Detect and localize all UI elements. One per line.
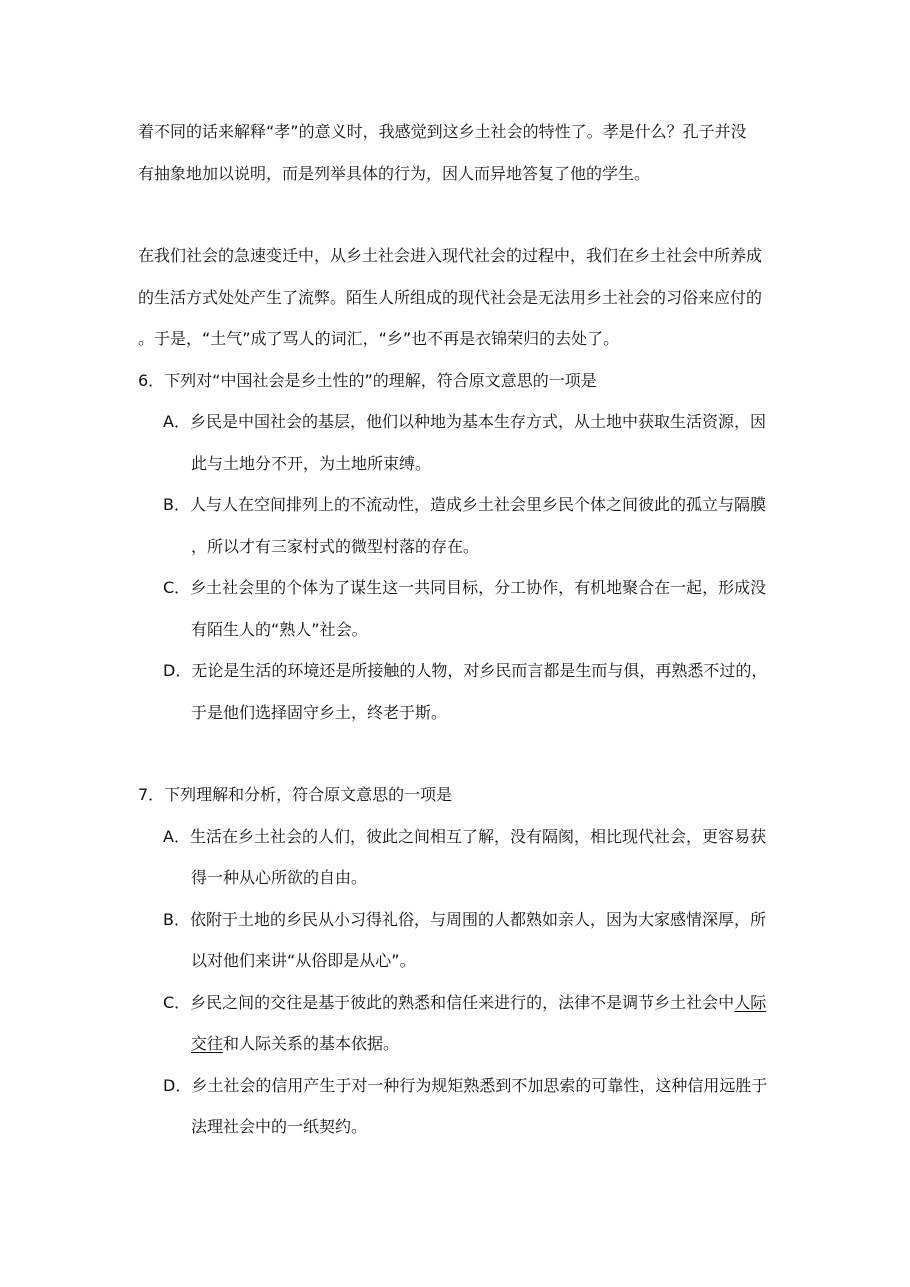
passage-p1-line1: 着不同的话来解释“孝”的意义时，我感觉到这乡土社会的特性了。孝是什么？孔子并没 — [138, 122, 747, 141]
question-6-option-c-line1: C．乡土社会里的个体为了谋生这一共同目标，分工协作，有机地聚合在一起，形成没 — [163, 578, 767, 597]
question-6-option-c-line2: 有陌生人的“熟人”社会。 — [191, 620, 368, 639]
question-7-option-a-line1: A．生活在乡土社会的人们，彼此之间相互了解，没有隔阂，相比现代社会，更容易获 — [163, 827, 766, 846]
question-7-option-c-line1 — [163, 993, 803, 1013]
question-7-option-b-line2: 以对他们来讲“从俗即是从心”。 — [191, 951, 416, 970]
question-7-option-c-line2-text: 和人际关系的基本依据。 — [223, 1034, 400, 1053]
question-7-option-b-line1: B．依附于土地的乡民从小习得礼俗，与周围的人都熟如亲人，因为大家感情深厚，所 — [163, 910, 766, 929]
question-6-option-d-line1: D．无论是生活的环境还是所接触的人物，对乡民而言都是生而与俱，再熟悉不过的， — [163, 661, 768, 680]
question-7-option-a-line2: 得一种从心所欲的自由。 — [191, 868, 368, 887]
question-7-option-d-line2: 法理社会中的一纸契约。 — [191, 1117, 368, 1136]
question-7-option-c-line1-text: C．乡民之间的交往是基于彼此的熟悉和信任来进行的，法律不是调节乡土社会中 — [163, 993, 735, 1012]
question-6-stem: 6．下列对“中国社会是乡土性的”的理解，符合原文意思的一项是 — [138, 371, 597, 390]
passage-p2-line2: 的生活方式处处产生了流弊。陌生人所组成的现代社会是无法用乡土社会的习俗来应付的 — [138, 288, 763, 307]
underlined-phrase-part2: 交往 — [191, 1034, 224, 1053]
question-6-option-a-line2: 此与土地分不开，为土地所束缚。 — [191, 454, 432, 473]
question-6-option-a-line1: A．乡民是中国社会的基层，他们以种地为基本生存方式，从土地中获取生活资源，因 — [163, 412, 766, 431]
question-7-option-c-line2 — [191, 1034, 831, 1054]
passage-p2-line1: 在我们社会的急速变迁中，从乡土社会进入现代社会的过程中，我们在乡土社会中所养成 — [138, 246, 763, 265]
question-6-option-b-line2: ，所以才有三家村式的微型村落的存在。 — [191, 537, 480, 556]
passage-p1-line2: 有抽象地加以说明，而是列举具体的行为，因人而异地答复了他的学生。 — [138, 164, 651, 183]
question-7-stem: 7．下列理解和分析，符合原文意思的一项是 — [138, 785, 453, 804]
question-6-option-b-line1: B．人与人在空间排列上的不流动性，造成乡土社会里乡民个体之间彼此的孤立与隔膜 — [163, 495, 766, 514]
question-7-option-d-line1: D．乡土社会的信用产生于对一种行为规矩熟悉到不加思索的可靠性，这种信用远胜于 — [163, 1076, 768, 1095]
underlined-phrase-part1: 人际 — [734, 993, 767, 1012]
passage-p2-line3: 。于是，“土气”成了骂人的词汇，“乡”也不再是衣锦荣归的去处了。 — [138, 329, 620, 348]
question-6-option-d-line2: 于是他们选择固守乡土，终老于斯。 — [191, 703, 448, 722]
